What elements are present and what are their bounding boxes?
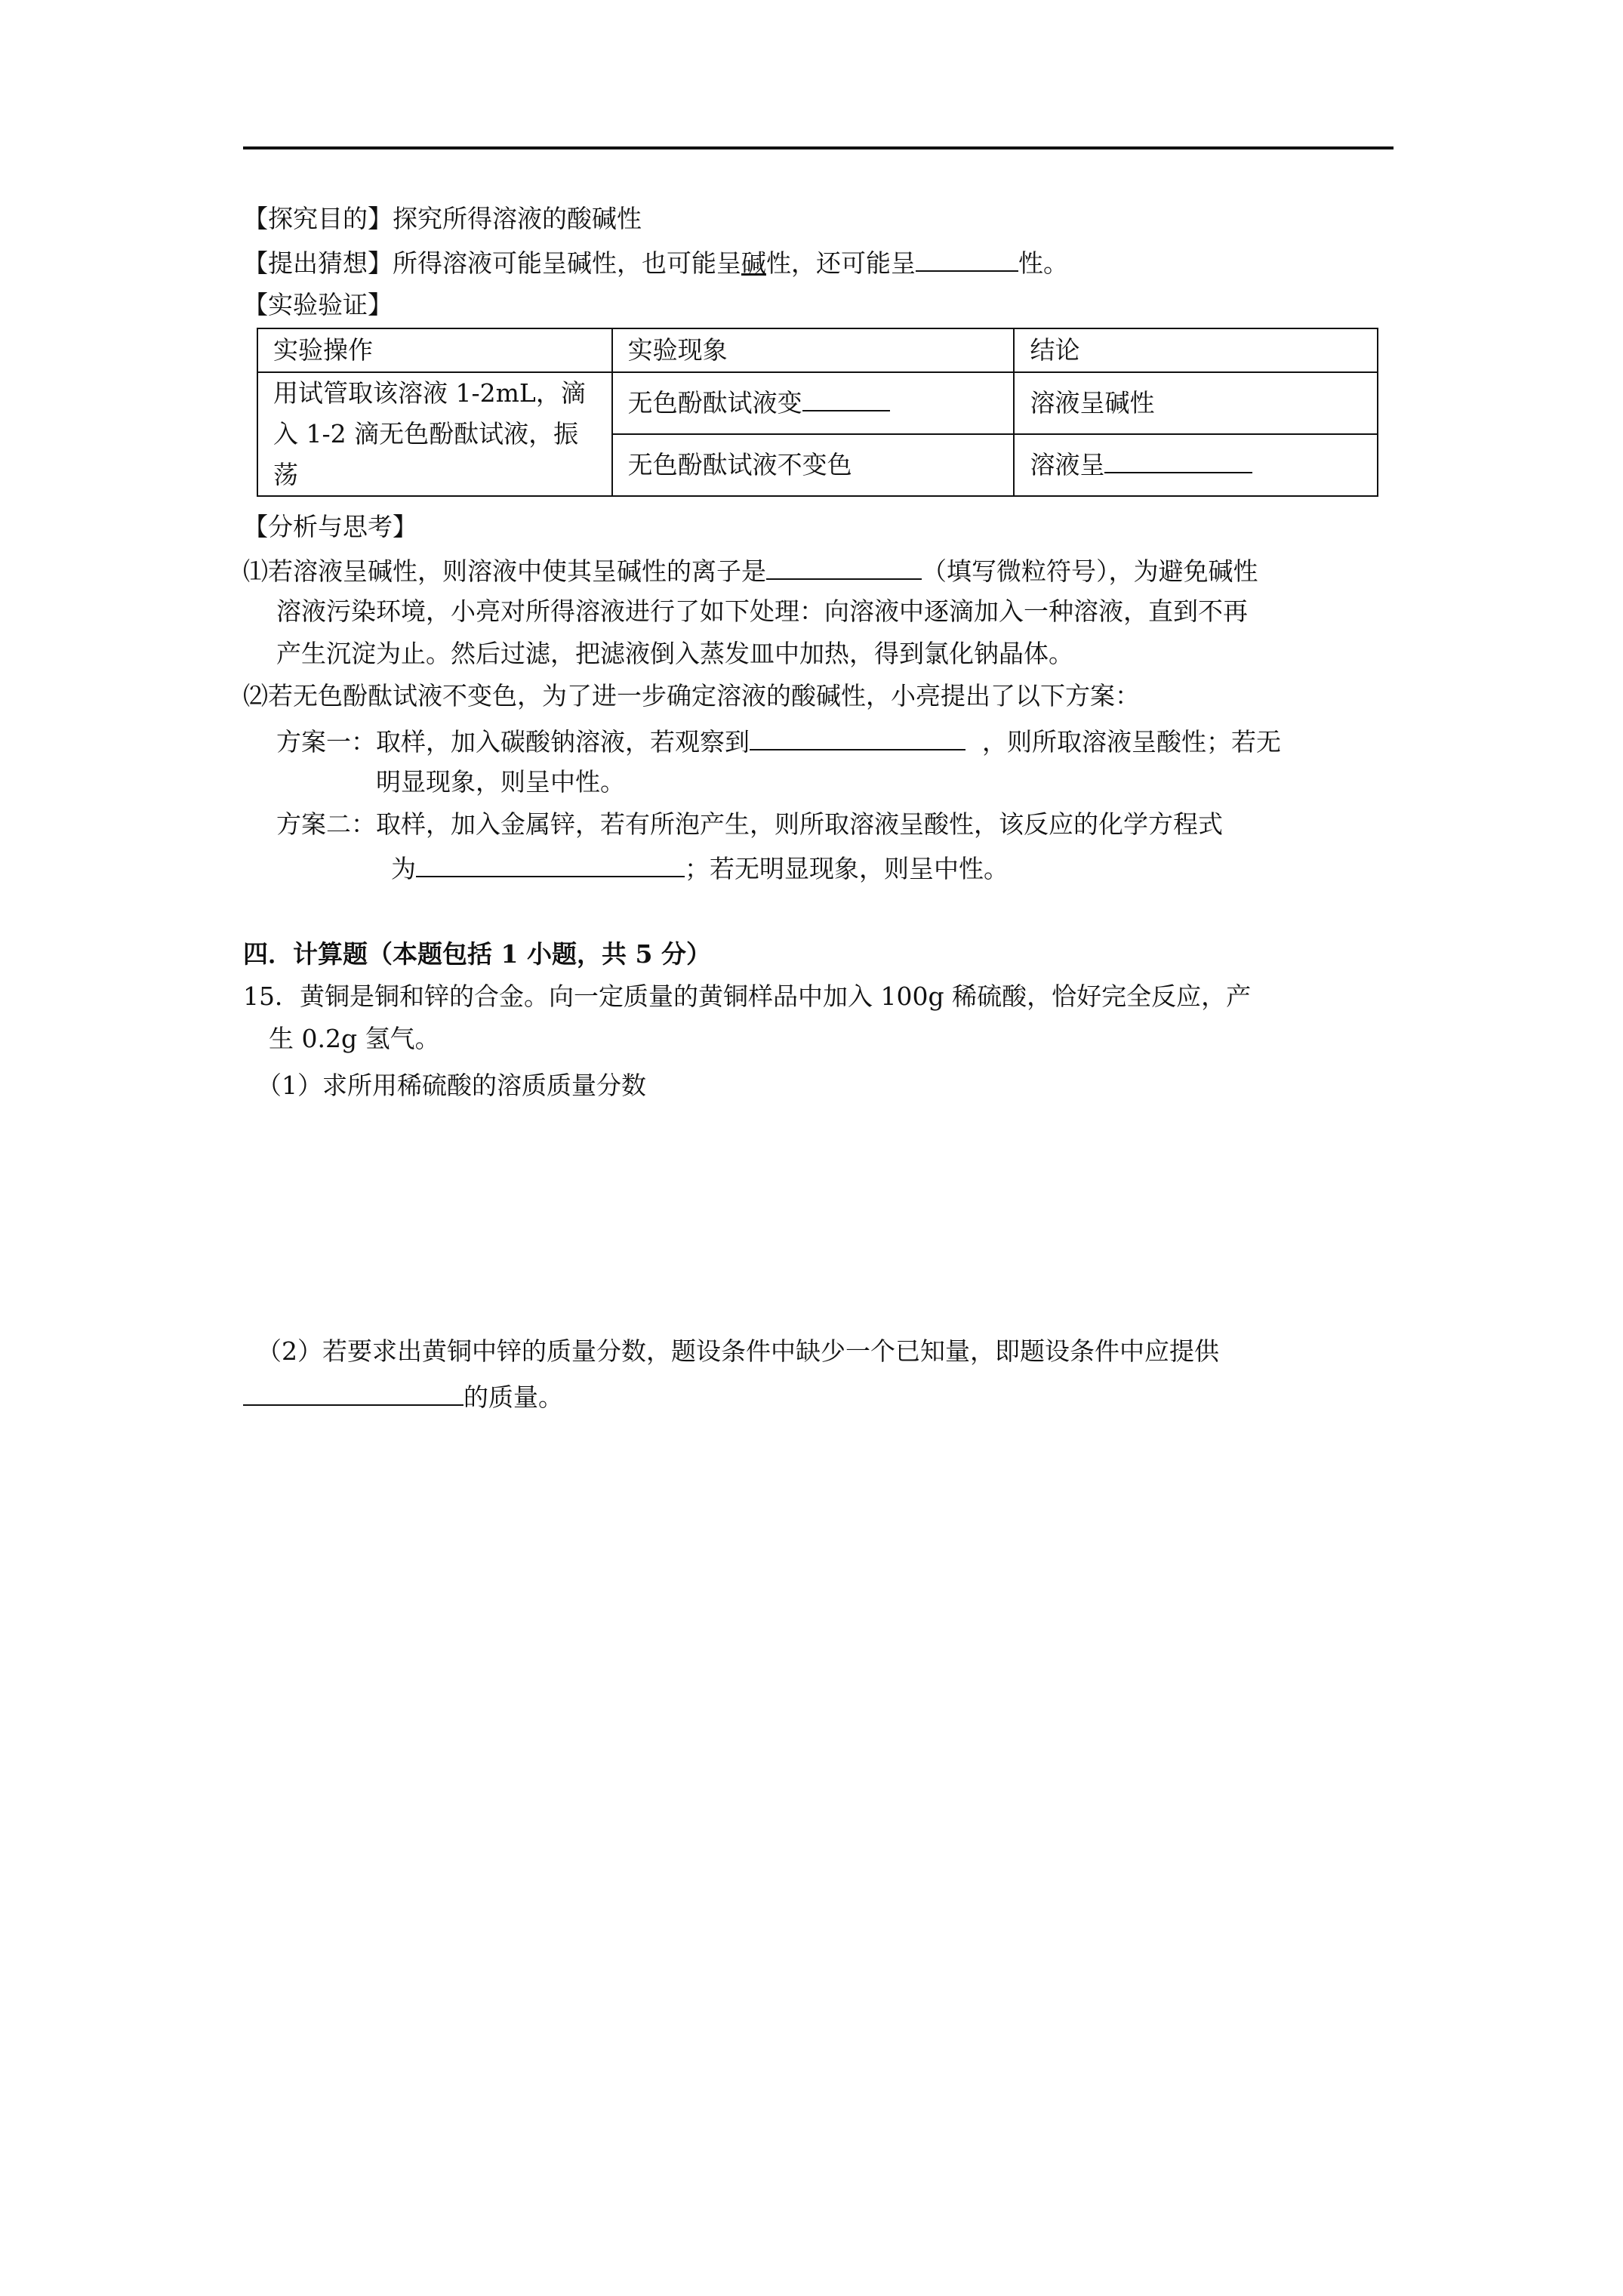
operation-line: 用试管取该溶液 1-2mL，滴 [273,378,586,408]
section4-title-a: 四．计算题（本题包括 [243,939,492,969]
hypothesis-text-d: 性。 [1018,248,1068,278]
phenomenon-blank[interactable] [802,386,890,411]
q1-line-3: 产生沉淀为止。然后过滤，把滤液倒入蒸发皿中加热，得到氯化钠晶体。 [276,639,1073,668]
plan1-text-a: 方案一：取样，加入碳酸钠溶液，若观察到 [276,727,750,757]
operation-cell [257,372,612,496]
hypothesis-text-c: 性，还可能呈 [766,248,916,278]
conclusion-cell: 溶液呈碱性 [1014,372,1378,434]
hypothesis-blank[interactable] [916,246,1018,272]
plan2-line-2 [391,852,1009,884]
conclusion-cell [1014,434,1378,496]
section4-count: 1 [500,939,519,969]
purpose-text: 探究所得溶液的酸碱性 [393,204,642,233]
sub2-end-text: 的质量。 [463,1382,563,1412]
plan1-line-2: 明显现象，则呈中性。 [376,767,625,797]
verify-heading: 【实验验证】 [243,290,393,319]
q1-line [243,554,1258,587]
plan1-blank[interactable] [750,725,965,750]
header-rule [243,146,1394,149]
q15-line-2: 生 0.2g 氢气。 [269,1024,440,1053]
operation-line: 荡 [273,460,298,489]
plan2-text-c: ；若无明显现象，则呈中性。 [685,854,1009,883]
hypothesis-text-a: 所得溶液可能呈碱性，也可能呈 [393,248,741,278]
section4-score: 5 [635,939,653,969]
operation-line: 入 1-2 滴无色酚酞试液，振 [273,419,579,448]
plan1-line [276,725,1281,757]
purpose-heading: 【探究目的】 [243,204,393,233]
table-row [257,372,1378,434]
experiment-table [257,328,1378,497]
q2-line: ⑵若无色酚酞试液不变色，为了进一步确定溶液的酸碱性，小亮提出了以下方案： [243,681,1140,710]
ion-blank[interactable] [766,554,922,580]
q15-line: 15．黄铜是铜和锌的合金。向一定质量的黄铜样品中加入 100g 稀硫酸，恰好完全反应，产 [243,982,1252,1011]
table-header-row [257,328,1378,372]
table-header-operation: 实验操作 [257,328,612,372]
plan2-line: 方案二：取样，加入金属锌，若有所泡产生，则所取溶液呈酸性，该反应的化学方程式 [276,809,1223,839]
purpose-line [243,204,642,234]
table-header-conclusion: 结论 [1014,328,1378,372]
q1-line-2: 溶液污染环境，小亮对所得溶液进行了如下处理：向溶液中逐滴加入一种溶液，直到不再 [276,596,1248,626]
hypothesis-line [243,246,1068,279]
section4-title-c: 小题，共 [526,939,627,969]
table-header-phenomenon: 实验现象 [612,328,1015,372]
q1-text-a: ⑴若溶液呈碱性，则溶液中使其呈碱性的离子是 [243,556,766,586]
conclusion-text: 溶液呈 [1030,450,1105,479]
plan1-text-b: ，则所取溶液呈酸性；若无 [982,727,1281,757]
hypothesis-underlined: 碱 [741,248,766,278]
plan2-text-b: 为 [391,854,416,883]
phenomenon-cell [612,372,1015,434]
sub1-line: （1）求所用稀硫酸的溶质质量分数 [257,1071,646,1100]
conclusion-blank[interactable] [1104,448,1252,473]
sub2-line-2 [243,1380,563,1413]
hypothesis-heading: 【提出猜想】 [243,248,393,278]
phenomenon-cell: 无色酚酞试液不变色 [612,434,1015,496]
analysis-heading: 【分析与思考】 [243,512,417,541]
section4-title [243,939,711,969]
mass-blank[interactable] [243,1380,463,1406]
section4-title-e: 分） [661,939,711,969]
q1-text-b: （填写微粒符号），为避免碱性 [922,556,1258,586]
equation-blank[interactable] [416,852,685,877]
phenomenon-text: 无色酚酞试液变 [627,388,802,418]
sub2-line: （2）若要求出黄铜中锌的质量分数，题设条件中缺少一个已知量，即题设条件中应提供 [257,1336,1219,1366]
